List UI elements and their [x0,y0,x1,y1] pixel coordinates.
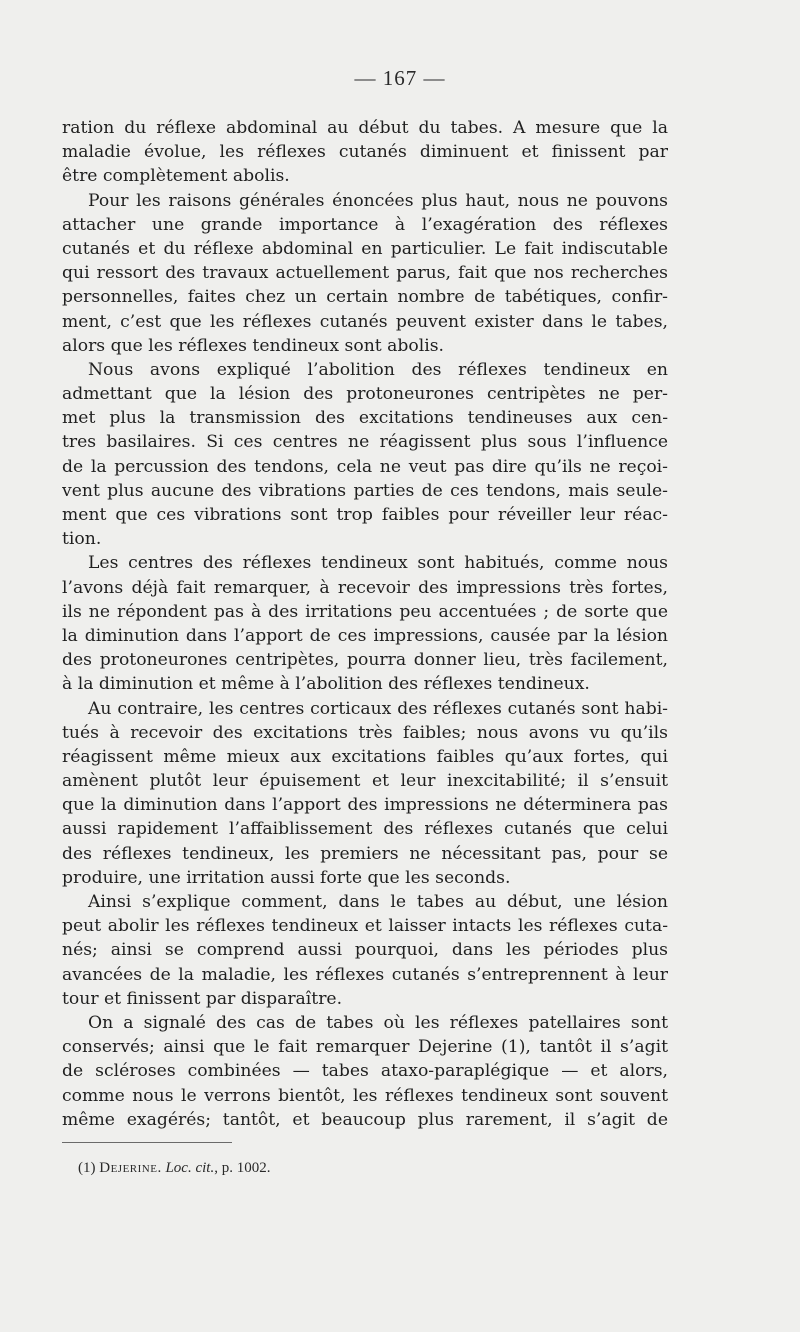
footnote-marker: (1) [78,1160,96,1176]
text-line: ment que ces vibrations sont trop faibles pour réveiller leur réac- [62,505,668,525]
text-line: tres basilaires. Si ces centres ne réagissent plus sous l’influence [62,432,668,453]
text-line: conservés; ainsi que le fait remarquer Dejerine (1), tantôt il s’agit [62,1037,668,1058]
page-number: — 167 — [354,66,446,90]
footnote-reference: Loc. cit. [165,1160,215,1176]
text-line: être complètement abolis. [62,166,290,187]
text-line: tion. [62,529,102,550]
text-line: Au contraire, les centres corticaux des réflexes cutanés sont habi- [88,698,668,719]
footnote [78,1160,270,1177]
text-line: attacher une grande importance à l’exagération des réflexes [62,214,668,235]
footnote-author: Dejerine. [99,1160,162,1176]
text-line: avancées de la maladie, les réflexes cutanés s’entreprennent à leur [62,964,668,985]
text-line: cutanés et du réflexe abdominal en particulier. Le fait indiscutable [62,238,668,259]
text-line: Nous avons expliqué l’abolition des réflexes tendineux en [88,359,668,380]
text-line: produire, une irritation aussi forte que les seconds. [62,867,511,888]
text-line: personnelles, faites chez un certain nombre de tabétiques, confir- [62,287,668,308]
body-text [62,116,668,1132]
text-line: aussi rapidement l’affaiblissement des réflexes cutanés que celui [62,819,668,840]
text-line: de scléroses combinées — tabes ataxo-paraplégique — et alors, [62,1061,668,1082]
text-line: vent plus aucune des vibrations parties de ces tendons, mais seule- [62,480,668,501]
text-line: Ainsi s’explique comment, dans le tabes au début, une lésion [88,892,668,912]
text-line: qui ressort des travaux actuellement parus, fait que nos recherches [62,263,668,284]
text-line: Les centres des réflexes tendineux sont habitués, comme nous [88,553,668,574]
footnote-page: , p. 1002. [214,1160,271,1176]
text-line: même exagérés; tantôt, et beaucoup plus rarement, il s’agit de [62,1109,668,1130]
text-line: ment, c’est que les réflexes cutanés peuvent exister dans le tabes, [62,311,668,332]
footnote-divider [62,1142,232,1143]
text-line: amènent plutôt leur épuisement et leur inexcitabilité; il s’ensuit [62,771,668,792]
text-line: la diminution dans l’apport de ces impressions, causée par la lésion [62,625,668,646]
text-line: maladie évolue, les réflexes cutanés diminuent et finissent par [62,142,668,163]
text-line: des réflexes tendineux, les premiers ne nécessitant pas, pour se [62,843,668,864]
text-line: de la percussion des tendons, cela ne veut pas dire qu’ils ne reçoi- [62,456,668,477]
text-line: que la diminution dans l’apport des impressions ne déterminera pas [62,795,668,816]
text-line: ration du réflexe abdominal au début du tabes. A mesure que la [62,118,668,138]
text-line: comme nous le verrons bientôt, les réflexes tendineux sont souvent [62,1085,668,1106]
text-line: tués à recevoir des excitations très faibles; nous avons vu qu’ils [62,722,668,743]
text-line: Pour les raisons générales énoncées plus haut, nous ne pouvons [88,190,668,211]
text-line: On a signalé des cas de tabes où les réflexes patellaires sont [88,1012,668,1033]
text-line: ils ne répondent pas à des irritations peu accentuées ; de sorte que [62,601,668,622]
text-line: peut abolir les réflexes tendineux et laisser intacts les réflexes cuta- [62,916,668,937]
text-line: met plus la transmission des excitations tendineuses aux cen- [62,408,668,429]
text-line: tour et finissent par disparaître. [62,988,343,1009]
text-line: admettant que la lésion des protoneurones centripètes ne per- [62,384,668,405]
text-line: des protoneurones centripètes, pourra donner lieu, très facilement, [62,650,668,671]
text-line: nés; ainsi se comprend aussi pourquoi, dans les périodes plus [62,940,668,961]
text-line: à la diminution et même à l’abolition des réflexes tendineux. [62,674,590,695]
text-line: alors que les réflexes tendineux sont abolis. [62,335,445,356]
text-line: l’avons déjà fait remarquer, à recevoir des impressions très fortes, [62,577,668,598]
text-line: réagissent même mieux aux excitations faibles qu’aux fortes, qui [62,746,668,767]
